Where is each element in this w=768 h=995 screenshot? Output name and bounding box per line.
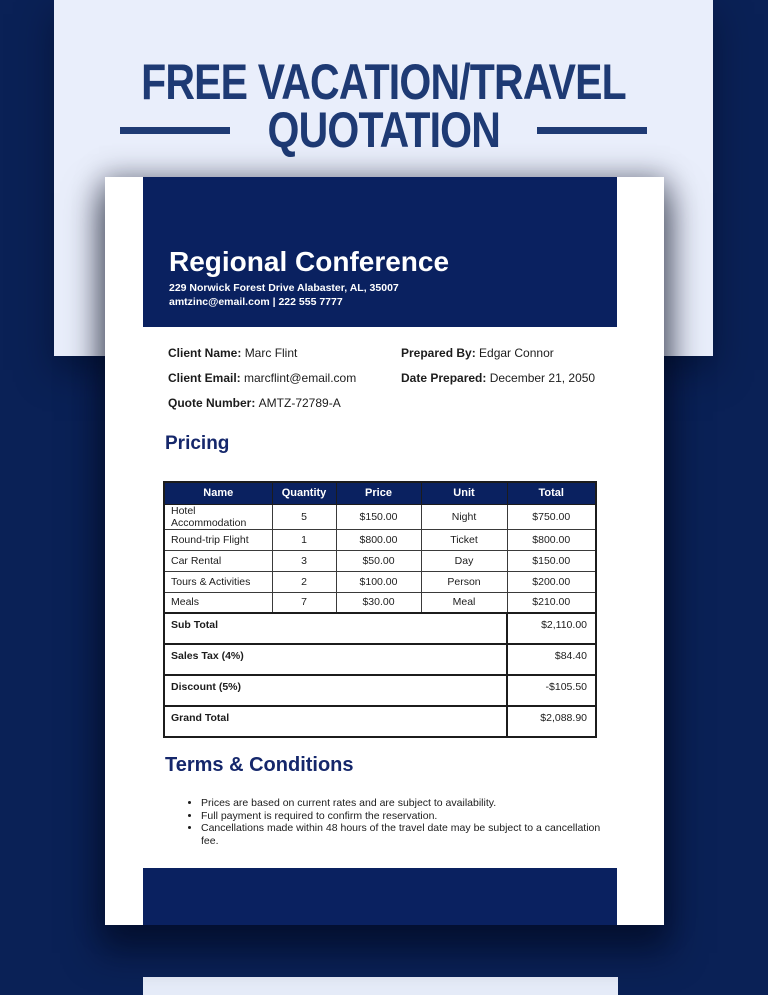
- pricing-cell: $50.00: [336, 550, 421, 571]
- pricing-cell: $100.00: [336, 571, 421, 592]
- terms-list: [187, 797, 606, 847]
- pricing-cell: Person: [421, 571, 507, 592]
- client-field: [168, 372, 401, 384]
- client-field: [401, 372, 624, 384]
- pricing-cell: $210.00: [507, 592, 596, 613]
- pricing-cell: 7: [272, 592, 336, 613]
- pricing-cell: Ticket: [421, 529, 507, 550]
- pricing-cell: Meal: [421, 592, 507, 613]
- pricing-cell: $800.00: [336, 529, 421, 550]
- summary-label: Grand Total: [164, 706, 507, 737]
- pricing-cell: Night: [421, 504, 507, 529]
- pricing-cell: $200.00: [507, 571, 596, 592]
- pricing-cell: $750.00: [507, 504, 596, 529]
- pricing-cell: Day: [421, 550, 507, 571]
- client-field: [168, 347, 401, 359]
- next-page-preview: [143, 977, 618, 995]
- pricing-row: [164, 550, 596, 571]
- pricing-column-header: Unit: [421, 482, 507, 504]
- pricing-cell: 1: [272, 529, 336, 550]
- client-info-left-column: [168, 347, 401, 422]
- summary-row: [164, 706, 596, 737]
- terms-item: • Full payment is required to confirm the reservation.: [201, 810, 606, 823]
- pricing-cell: 3: [272, 550, 336, 571]
- pricing-table: [163, 481, 597, 738]
- client-field-label: Prepared By:: [401, 346, 480, 360]
- company-name: Regional Conference: [169, 246, 450, 277]
- banner-title-line2: QUOTATION: [267, 102, 500, 158]
- banner-dash-left-icon: [120, 127, 230, 134]
- pricing-cell: Tours & Activities: [164, 571, 272, 592]
- pricing-column-header: Price: [336, 482, 421, 504]
- client-field-value: AMTZ-72789-A: [258, 396, 341, 410]
- page-banner: [54, 54, 713, 158]
- client-field-label: Client Email:: [168, 371, 245, 385]
- client-field-value: marcflint@email.com: [244, 371, 357, 385]
- summary-label: Sub Total: [164, 613, 507, 644]
- pricing-row: [164, 571, 596, 592]
- summary-label: Discount (5%): [164, 675, 507, 706]
- client-info-right-column: [401, 347, 624, 422]
- pricing-cell: 2: [272, 571, 336, 592]
- pricing-cell: Car Rental: [164, 550, 272, 571]
- banner-title-line1: FREE VACATION/TRAVEL: [141, 54, 626, 110]
- pricing-cell: $800.00: [507, 529, 596, 550]
- client-field: [168, 397, 401, 409]
- pricing-cell: Hotel Accommodation: [164, 504, 272, 529]
- client-field-label: Quote Number:: [168, 396, 259, 410]
- summary-value: $2,088.90: [507, 706, 596, 737]
- client-field-value: December 21, 2050: [489, 371, 596, 385]
- company-contact: amtzinc@email.com | 222 555 7777: [169, 296, 343, 308]
- letterhead-bar: [143, 177, 617, 327]
- pricing-cell: $150.00: [336, 504, 421, 529]
- footer-bar: [143, 868, 617, 925]
- pricing-cell: Meals: [164, 592, 272, 613]
- pricing-cell: $30.00: [336, 592, 421, 613]
- terms-item: • Cancellations made within 48 hours of the travel date may be subject to a cancellation fee.: [201, 822, 606, 847]
- client-field: [401, 347, 624, 359]
- banner-title-line2-row: [54, 102, 713, 158]
- summary-row: [164, 613, 596, 644]
- pricing-row: [164, 504, 596, 529]
- pricing-cell: Round-trip Flight: [164, 529, 272, 550]
- banner-dash-right-icon: [537, 127, 647, 134]
- terms-heading: Terms & Conditions: [165, 754, 354, 776]
- pricing-summary-body: [164, 613, 596, 737]
- pricing-column-header: Name: [164, 482, 272, 504]
- summary-row: [164, 644, 596, 675]
- summary-value: $2,110.00: [507, 613, 596, 644]
- summary-value: $84.40: [507, 644, 596, 675]
- document-page: [105, 177, 664, 925]
- pricing-heading: Pricing: [165, 433, 230, 454]
- pricing-header-row: [164, 482, 596, 504]
- client-info: [168, 347, 624, 422]
- terms-item: • Prices are based on current rates and are subject to availability.: [201, 797, 606, 810]
- summary-row: [164, 675, 596, 706]
- pricing-column-header: Quantity: [272, 482, 336, 504]
- pricing-row: [164, 592, 596, 613]
- pricing-cell: 5: [272, 504, 336, 529]
- summary-value: -$105.50: [507, 675, 596, 706]
- client-field-label: Client Name:: [168, 346, 245, 360]
- pricing-cell: $150.00: [507, 550, 596, 571]
- pricing-table-body: [164, 504, 596, 613]
- pricing-column-header: Total: [507, 482, 596, 504]
- company-address: 229 Norwick Forest Drive Alabaster, AL, 35007: [169, 282, 399, 294]
- client-field-label: Date Prepared:: [401, 371, 490, 385]
- summary-label: Sales Tax (4%): [164, 644, 507, 675]
- client-field-value: Marc Flint: [244, 346, 298, 360]
- client-field-value: Edgar Connor: [479, 346, 554, 360]
- pricing-row: [164, 529, 596, 550]
